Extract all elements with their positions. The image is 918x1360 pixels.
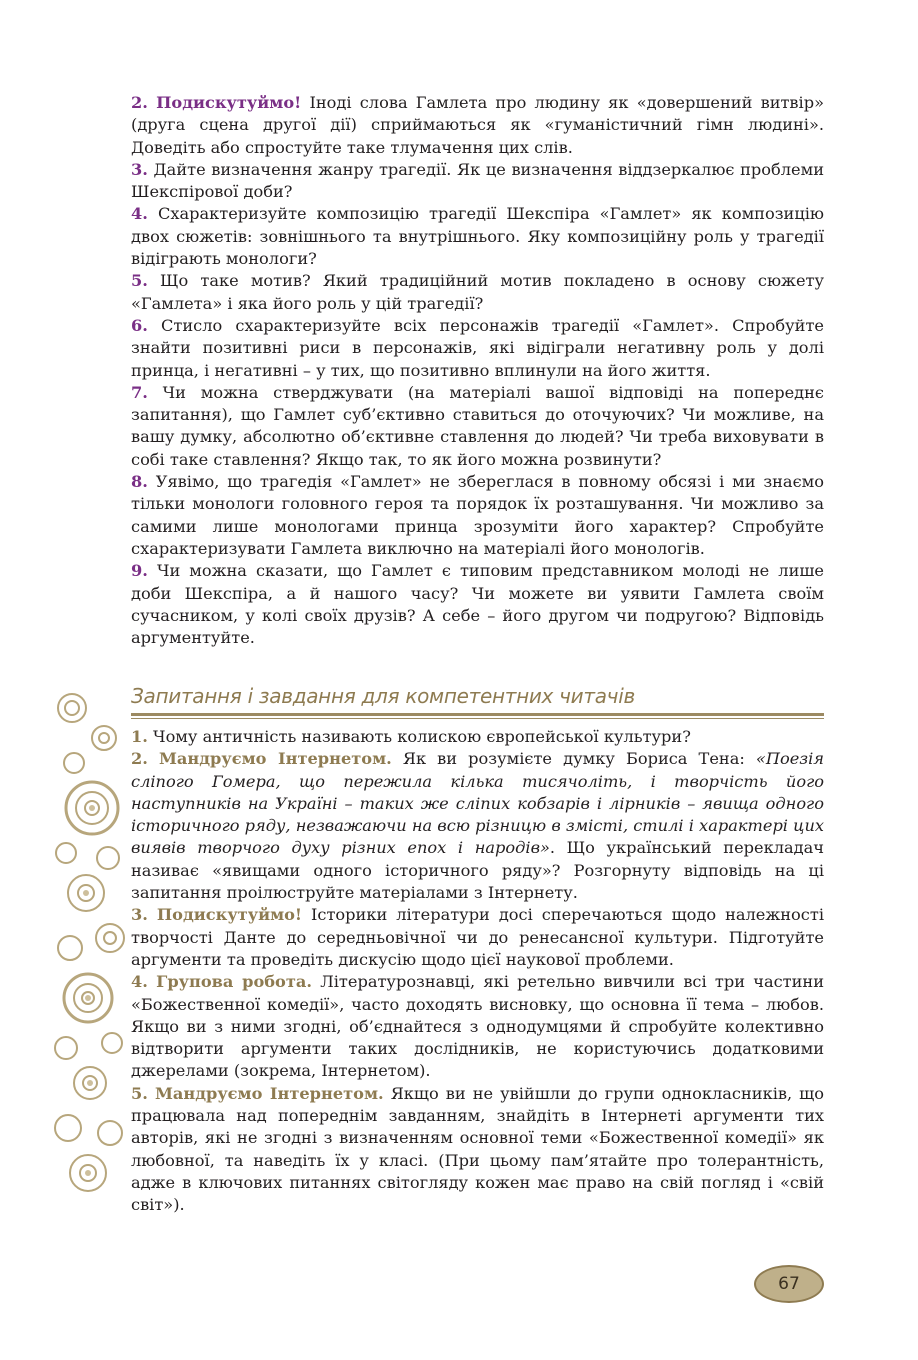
task-4 [131,971,824,1082]
question-text: Стисло схарактеризуйте всіх персонажів трагедії «Гамлет». Спробуйте знайти позитивні риси в персонажів, які відіграли негативну роль у долі принца, і негативні – у тих, що позитивно вплинули на його життя. [131,315,824,380]
task-number: 4. [131,972,148,992]
task-lead: Подискутуймо! [156,905,303,925]
question-9 [131,560,824,649]
task-5 [131,1083,824,1217]
task-text: Як ви розумієте думку Бориса Тена: [391,749,756,769]
question-number: 3. [131,159,148,179]
task-quote: «Поезія сліпого Гомера, що пережила кілька тисячоліть, і творчість його наступників на Україні – таких же сліпих кобзарів і лірників – явища одного історичного ряду, незважаючи на всю різницю в змісті, стилі і характері цих виявів творчого духу різних епох і народів» [131,749,824,858]
question-6 [131,315,824,382]
section-title: Запитання і завдання для компетентних читачів [131,684,635,708]
question-8 [131,471,824,560]
question-7 [131,382,824,471]
question-3 [131,159,824,204]
question-5 [131,270,824,315]
task-number: 1. [131,727,148,746]
question-number: 6. [131,315,148,335]
lace-ornament-icon [52,688,126,1208]
task-text: Історики літератури досі сперечаються щодо належності творчості Данте до середньовічної чи до ренесансної культури. Підготуйте аргументи та проведіть дискусію щодо цієї наукової проблеми. [131,905,824,969]
question-number: 7. [131,382,148,402]
task-number: 2. [131,749,148,769]
question-4 [131,203,824,270]
question-text: Схарактеризуйте композицію трагедії Шекспіра «Гамлет» як композицію двох сюжетів: зовнішнього та внутрішнього. Яку композиційну роль у трагедії відіграють монологи? [131,204,824,269]
question-text: Чи можна сказати, що Гамлет є типовим представником молоді не лише доби Шекспіра, а й нашого часу? Чи можете ви уявити Гамлета своїм сучасником, у колі своїх друзів? А себе – його другом чи подругою? Відповідь аргументуйте. [131,561,824,648]
task-lead: Мандруємо Інтернетом. [154,1083,384,1103]
section-questions [131,726,824,1217]
question-text: Дайте визначення жанру трагедії. Як це визначення віддзеркалює проблеми Шекспірової доби? [131,159,824,202]
question-number: 8. [131,472,148,492]
task-number: 5. [131,1083,148,1103]
question-text: Що таке мотив? Який традиційний мотив покладено в основу сюжету «Гамлета» і яка його роль у цій трагедії? [131,271,824,313]
task-lead: Мандруємо Інтернетом. [159,749,392,769]
task-text: Чому античність називають колискою європейської культури? [147,727,691,746]
question-lead: Подискутуймо! [156,93,302,112]
question-2 [131,92,824,159]
task-text: Якщо ви не увійшли до групи однокласників, що працювала над попереднім завданням, знайдіть в Інтернеті аргументи тих авторів, які не згодні з визначенням основної теми «Божественної комедії» як любовної, та наведіть їх у класі. (При цьому пам’ятайте про толерантність, адже в ключових питаннях світогляду кожен має право на свій погляд і «свій світ»). [131,1083,824,1215]
task-3 [131,904,824,971]
question-number: 9. [131,561,148,581]
question-text: Уявімо, що трагедія «Гамлет» не збереглася в повному обсязі і ми знаємо тільки монологи головного героя та порядок їх розташування. Чи можливо за самими лише монологами принца зрозуміти його характер? Спробуйте схарактеризувати Гамлета виключно на матеріалі його монологів. [131,472,824,558]
section-divider [131,713,824,716]
part1-questions [131,92,824,649]
task-2 [131,748,824,904]
question-text: Чи можна стверджувати (на матеріалі вашої відповіді на попереднє запитання), що Гамлет суб’єктивно ставиться до оточуючих? Чи можливе, на вашу думку, абсолютно об’єктивне ставлення до людей? Чи треба виховувати в собі таке ставлення? Якщо так, то як його можна розвинути? [131,382,824,469]
task-text: Літературознавці, які ретельно вивчили всі три частини «Божественної комедії», часто доходять висновку, що основна її тема – любов. Якщо ви з ними згодні, об’єднайтеся з однодумцями й спробуйте колективно відтворити аргументи таких дослідників, не користуючись додатковими джерелами (зокрема, Інтернетом). [131,972,824,1081]
question-number: 2. [131,93,148,112]
task-lead: Групова робота. [156,972,312,992]
task-text-continued: . Що український перекладач називає «явищами одного історичного ряду»? Розгорнуту відповідь на ці запитання проілюструйте матеріалами з Інтернету. [131,838,824,903]
question-text: Іноді слова Гамлета про людину як «довершений витвір» (друга сцена другої дії) сприймаються як «гуманістичний гімн людині». Доведіть або спростуйте таке тлумачення цих слів. [131,93,824,157]
question-number: 4. [131,204,148,224]
page-number: 67 [754,1265,824,1303]
question-number: 5. [131,271,148,291]
task-number: 3. [131,905,148,925]
section-divider-thin [131,718,824,719]
task-1 [131,726,824,748]
